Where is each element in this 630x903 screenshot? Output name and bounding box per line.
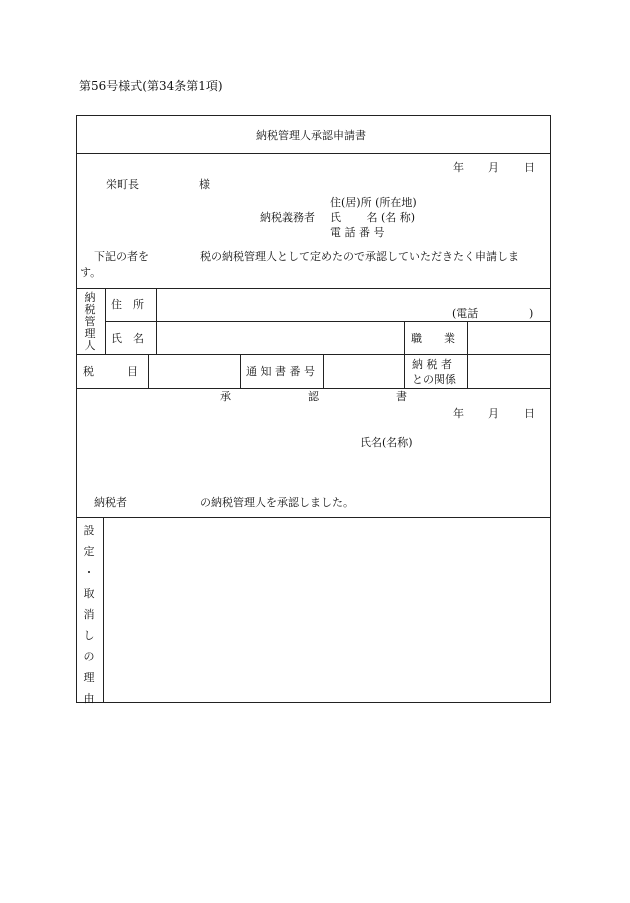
reason-label-char: し [83,629,95,642]
divider-manager-field [156,288,157,354]
divider-tax-row [76,388,551,389]
approval-title-char: 承 [220,390,231,403]
divider-tax-1 [148,354,149,388]
divider-reason [103,517,104,703]
reason-label-char: 設 [83,524,95,537]
request-text-end: す。 [80,266,102,279]
form-number: 第56号様式(第34条第1項) [79,79,223,93]
date-day: 日 [524,161,535,174]
form-title: 納税管理人承認申請書 [256,129,366,142]
form-frame [76,115,551,703]
reason-label-char: の [83,650,95,663]
divider-request [76,288,551,289]
divider-manager-mid [105,321,551,322]
approval-taxpayer-label: 納税者 [94,496,127,509]
reason-label-char: 理 [83,671,95,684]
manager-label-char: 人 [84,339,96,352]
divider-tax-2 [240,354,241,388]
reason-label-char: 消 [83,608,95,621]
taxpayer-label: 納税義務者 [260,211,315,224]
tax-item-label: 税 目 [83,365,138,378]
divider-occupation-right [467,321,468,354]
request-text-main: 税の納税管理人として定めたので承認していただきたく申請しま [200,250,519,263]
manager-label-char: 管 [84,315,96,328]
relation-label-1: 納 税 者 [412,358,452,371]
manager-occupation-label: 職 業 [411,332,455,345]
addressee-name: 栄町長 [106,178,139,191]
divider-occupation-left [404,321,405,354]
manager-label [82,292,98,351]
divider-tax-5 [467,354,468,388]
date-year: 年 [453,161,464,174]
divider-tax-4 [404,354,405,388]
divider-approval [76,517,551,518]
reason-label-char: 由 [83,692,95,705]
approval-date-month: 月 [488,407,499,420]
reason-label-char: 取 [83,587,95,600]
divider-manager-label [105,288,106,354]
manager-label-char: 納 [84,291,96,304]
reason-label-char: ・ [83,566,95,579]
reason-label [81,525,97,704]
notice-number-label: 通 知 書 番 号 [246,365,315,378]
relation-label-2: との関係 [412,373,456,386]
request-text-start: 下記の者を [94,250,149,263]
approval-title-char: 認 [308,390,319,403]
divider-tax-3 [323,354,324,388]
manager-address-label: 住 所 [111,298,144,311]
taxpayer-name-label: 氏 名 (名 称) [330,211,416,224]
approval-statement: の納税管理人を承認しました。 [200,496,354,509]
divider-title [76,153,551,154]
manager-phone-label: (電話 [452,307,479,320]
approval-date-day: 日 [524,407,535,420]
taxpayer-address-label: 住(居)所 (所在地) [330,196,417,209]
approval-title-char: 書 [396,390,407,403]
manager-name-label: 氏 名 [111,332,144,345]
manager-phone-close: ) [529,307,534,320]
reason-label-char: 定 [83,545,95,558]
taxpayer-phone-label: 電 話 番 号 [330,226,385,239]
date-month: 月 [488,161,499,174]
approval-signature-label: 氏名(名称) [360,436,413,449]
addressee-honorific: 様 [199,178,210,191]
approval-date-year: 年 [453,407,464,420]
manager-label-char: 理 [84,327,96,340]
manager-label-char: 税 [84,303,96,316]
